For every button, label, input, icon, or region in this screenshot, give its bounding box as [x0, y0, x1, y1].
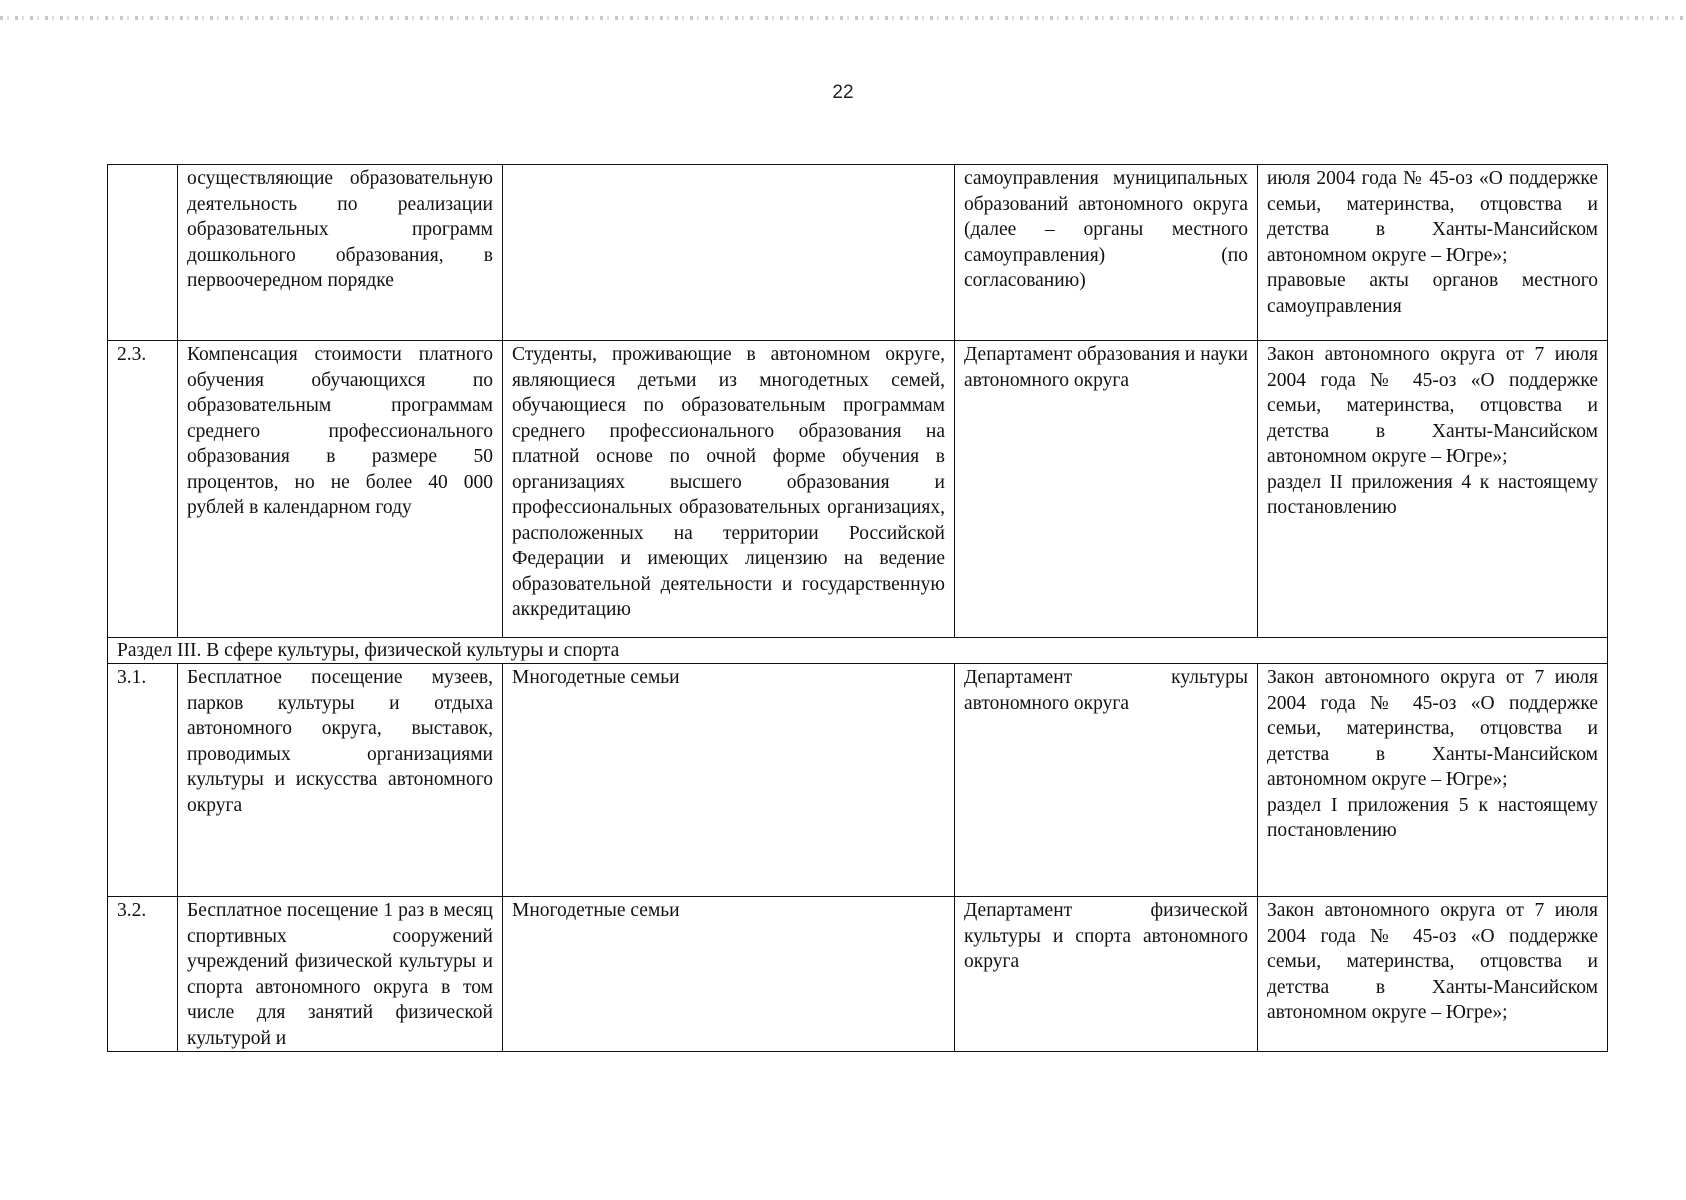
- recipients-cell: Многодетные семьи: [503, 664, 955, 897]
- legal-basis-paragraph: Закон автономного округа от 7 июля 2004 года № 45-оз «О поддержке семьи, материнства, отцовства и детства в Ханты-Мансийском автономном округе – Югре»;: [1267, 900, 1598, 1023]
- section-heading: Раздел III. В сфере культуры, физической культуры и спорта: [108, 638, 1608, 664]
- measure-cell: Бесплатное посещение музеев, парков культуры и отдыха автономного округа, выставок, проводимых организациями культуры и искусства автономного округа: [178, 664, 503, 897]
- scan-edge-artifact: [0, 16, 1686, 20]
- legal-basis-paragraph: Закон автономного округа от 7 июля 2004 года № 45-оз «О поддержке семьи, материнства, отцовства и детства в Ханты-Мансийском автономном округе – Югре»;: [1267, 344, 1598, 467]
- table-row: [108, 664, 1608, 897]
- page-number: 22: [832, 82, 854, 103]
- measure-cell: Бесплатное посещение 1 раз в месяц спортивных сооружений учреждений физической культуры и спорта автономного округа в том числе для занятий физической культурой и: [178, 897, 503, 1052]
- section-row: [108, 638, 1608, 664]
- table-row: [108, 341, 1608, 638]
- executor-cell: Департамент образования и науки автономного округа: [955, 341, 1258, 638]
- measure-cell: Компенсация стоимости платного обучения обучающихся по образовательным программам среднего профессионального образования в размере 50 процентов, но не более 40 000 рублей в календарном году: [178, 341, 503, 638]
- row-number: [108, 165, 178, 341]
- legal-basis-paragraph: правовые акты органов местного самоуправления: [1267, 270, 1598, 317]
- legal-basis-cell: [1258, 341, 1608, 638]
- legal-basis-cell: [1258, 664, 1608, 897]
- recipients-cell: Студенты, проживающие в автономном округе, являющиеся детьми из многодетных семей, обучающиеся по образовательным программам среднего профессионального образования на платной основе по очной форме обучения в организациях высшего образования и профессиональных образовательных организациях, расположенных на территории Российской Федерации и имеющих лицензию на ведение образовательной деятельности и государственную аккредитацию: [503, 341, 955, 638]
- legal-basis-cell: [1258, 165, 1608, 341]
- legal-basis-cell: [1258, 897, 1608, 1052]
- table-row: [108, 165, 1608, 341]
- row-number: 3.1.: [108, 664, 178, 897]
- legal-basis-paragraph: раздел II приложения 4 к настоящему постановлению: [1267, 471, 1598, 518]
- row-number: 2.3.: [108, 341, 178, 638]
- legal-basis-paragraph: июля 2004 года № 45-оз «О поддержке семьи, материнства, отцовства и детства в Ханты-Мансийском автономном округе – Югре»;: [1267, 168, 1598, 266]
- legal-basis-paragraph: Закон автономного округа от 7 июля 2004 года № 45-оз «О поддержке семьи, материнства, отцовства и детства в Ханты-Мансийском автономном округе – Югре»;: [1267, 667, 1598, 790]
- recipients-cell: [503, 165, 955, 341]
- recipients-cell: Многодетные семьи: [503, 897, 955, 1052]
- executor-cell: самоуправления муниципальных образований автономного округа (далее – органы местного самоуправления) (по согласованию): [955, 165, 1258, 341]
- measures-table: [107, 164, 1608, 1052]
- table-row: [108, 897, 1608, 1052]
- measure-cell: осуществляющие образовательную деятельность по реализации образовательных программ дошкольного образования, в первоочередном порядке: [178, 165, 503, 341]
- legal-basis-paragraph: раздел I приложения 5 к настоящему постановлению: [1267, 794, 1598, 841]
- executor-cell: Департамент культуры автономного округа: [955, 664, 1258, 897]
- row-number: 3.2.: [108, 897, 178, 1052]
- executor-cell: Департамент физической культуры и спорта автономного округа: [955, 897, 1258, 1052]
